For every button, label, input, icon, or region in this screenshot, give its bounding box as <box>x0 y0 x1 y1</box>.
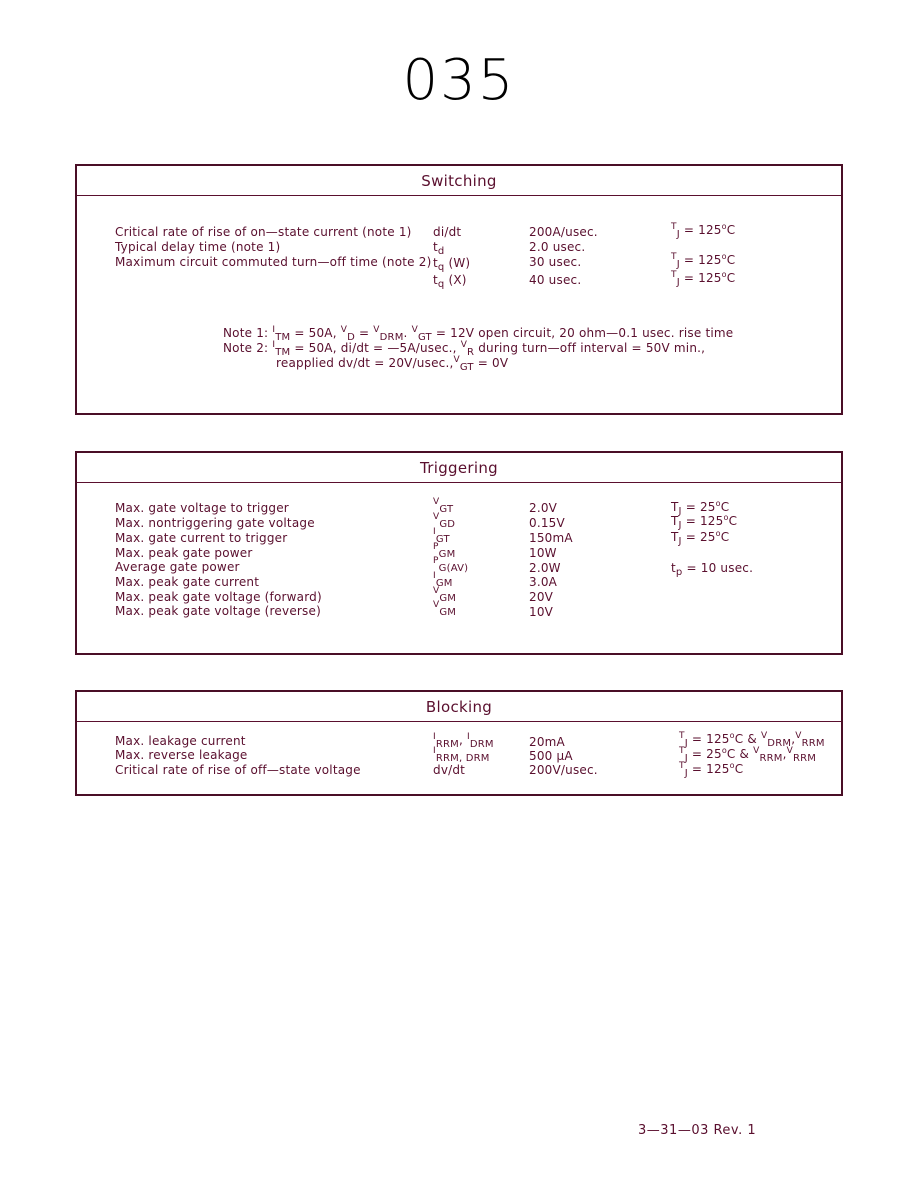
value: 40 usec. <box>529 273 582 287</box>
symbol: $t_q$ (X) <box>433 273 467 290</box>
param-label: Average gate power <box>115 560 240 574</box>
param-label: Max. gate voltage to trigger <box>115 501 289 515</box>
value: 200V/usec. <box>529 763 598 777</box>
value: 10V <box>529 605 554 619</box>
param-label: Max. peak gate voltage (forward) <box>115 590 322 604</box>
param-label: Max. leakage current <box>115 734 246 748</box>
footer-revision: 3—31—03 Rev. 1 <box>638 1123 757 1138</box>
symbol: di/dt <box>433 225 462 239</box>
page-title: 035 <box>402 48 516 113</box>
param-label: Max. reverse leakage <box>115 748 248 762</box>
condition: $^T_J = 125^oC$ <box>671 222 736 240</box>
symbol: $^I_{GT}$ <box>433 527 450 545</box>
blocking-section <box>75 690 843 796</box>
symbol: $^P_{G(AV)}$ <box>433 556 469 574</box>
param-label: Critical rate of rise of off—state voltage <box>115 763 361 777</box>
condition: $^T_J = 125^oC$ & $^V_{DRM}$,$^V_{RRM}$ <box>679 731 825 749</box>
symbol: dv/dt <box>433 763 466 777</box>
param-label: Max. nontriggering gate voltage <box>115 516 315 530</box>
param-label: Critical rate of rise of on—state current (note 1) <box>115 225 412 239</box>
param-label: Max. peak gate power <box>115 546 253 560</box>
note-2-label: Note 2: <box>223 341 269 355</box>
switching-heading: Switching <box>77 166 841 196</box>
symbol: $^V_{GD}$ <box>433 512 456 530</box>
value: 200A/usec. <box>529 225 598 239</box>
param-label: Max. peak gate current <box>115 575 260 589</box>
symbol: $^I_{RRM}$, $^I_{DRM}$ <box>433 732 494 750</box>
value: 20mA <box>529 735 565 749</box>
symbol: $^V_{GM}$ <box>433 586 457 604</box>
value: 10W <box>529 546 557 560</box>
condition: $^T_J = 125^oC$ <box>679 761 744 779</box>
value: 500 μA <box>529 749 573 763</box>
switching-section <box>75 164 843 415</box>
note-2: Note 2: $^I_{TM}$ = 50A, di/dt = —5A/usec., $^V_R$ during turn—off interval = 50V min., <box>223 340 706 358</box>
symbol: $^I_{GM}$ <box>433 571 453 589</box>
value: 20V <box>529 590 554 604</box>
param-label: Typical delay time (note 1) <box>115 240 281 254</box>
symbol: $^V_{GT}$ <box>433 497 454 515</box>
symbol: $^I_{RRM, DRM}$ <box>433 746 490 764</box>
condition: $^T_J = 25^oC$ & $^V_{RRM}$,$^V_{RRM}$ <box>679 746 817 764</box>
triggering-heading: Triggering <box>77 453 841 483</box>
value: 30 usec. <box>529 255 582 269</box>
value: 150mA <box>529 531 573 545</box>
condition: $^T_J = 125^oC$ <box>671 270 736 288</box>
condition: $T_J = 25^oC$ <box>671 529 730 547</box>
note-1: Note 1: $^I_{TM}$ = 50A, $^V_D$ = $^V_{DRM}$. $^V_{GT}$ = 12V open circuit, 20 ohm—0.1 usec. rise time <box>223 325 734 343</box>
value: 3.0A <box>529 575 558 589</box>
value: 2.0 usec. <box>529 240 586 254</box>
symbol: $t_d$ <box>433 240 445 257</box>
param-label: Maximum circuit commuted turn—off time (note 2) <box>115 255 432 269</box>
value: 2.0V <box>529 501 558 515</box>
symbol: $t_q$ (W) <box>433 256 471 273</box>
symbol: $^P_{GM}$ <box>433 542 456 560</box>
note-1-label: Note 1: <box>223 326 269 340</box>
symbol: $^V_{GM}$ <box>433 600 457 618</box>
param-label: Max. gate current to trigger <box>115 531 288 545</box>
condition: $T_J = 25^oC$ <box>671 499 730 517</box>
condition: $t_p = 10$ usec. <box>671 561 754 578</box>
condition: $T_J = 125^oC$ <box>671 513 738 531</box>
blocking-heading: Blocking <box>77 692 841 722</box>
value: 0.15V <box>529 516 565 530</box>
triggering-section <box>75 451 843 655</box>
value: 2.0W <box>529 561 561 575</box>
param-label: Max. peak gate voltage (reverse) <box>115 604 321 618</box>
note-2-continued: reapplied dv/dt = 20V/usec.,$^V_{GT}$ = 0V <box>276 355 509 373</box>
condition: $^T_J = 125^oC$ <box>671 252 736 270</box>
